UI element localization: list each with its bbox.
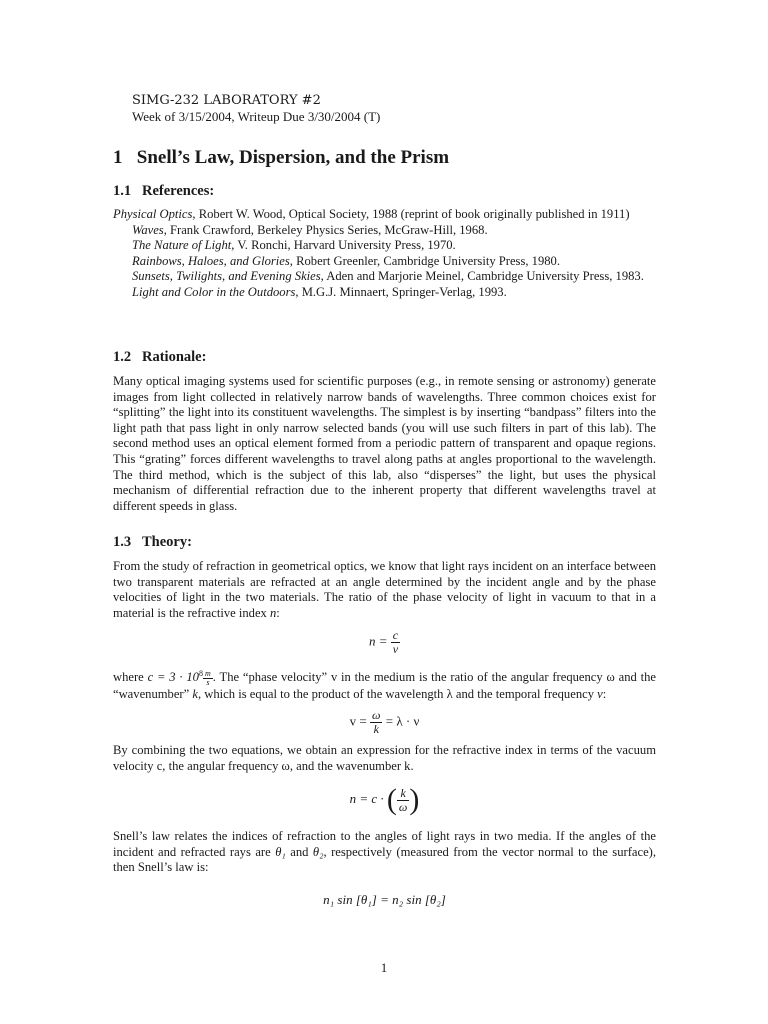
section-1-heading xyxy=(113,147,449,169)
equation-refractive-index: n = $\frac{c}{v}$ xyxy=(368,628,399,656)
section-title: Snell’s Law, Dispersion, and the Prism xyxy=(136,147,450,168)
reference-item: Sunsets, Twilights, and Evening Skies, Aden and Marjorie Meinel, Cambridge University Press, 1983. xyxy=(132,269,644,284)
section-number: 1 xyxy=(113,147,123,168)
subsection-theory-heading: 1.3 Theory: xyxy=(113,534,192,550)
theory-paragraph-3: By combining the two equations, we obtain an expression for the refractive index in terms of the vacuum velocity c, the angular frequency ω, and the wavenumber k. xyxy=(113,743,656,773)
fraction: $\frac{k}{\omega}$ xyxy=(398,785,408,814)
equation-index-combined: n = c · ( $\frac{k}{\omega}$ ) xyxy=(349,783,420,816)
reference-item: The Nature of Light, V. Ronchi, Harvard University Press, 1970. xyxy=(132,238,456,253)
fraction: $\frac{c}{v}$ xyxy=(392,628,399,656)
reference-item: Light and Color in the Outdoors, M.G.J. Minnaert, Springer-Verlag, 1993. xyxy=(132,284,507,299)
rationale-paragraph: Many optical imaging systems used for scientific purposes (e.g., in remote sensing or astronomy) generate images from light collected in relatively narrow bands of wavelengths. Three common choices exist for “splitting” the light into its constituent wavelengths. The simplest is by inserting “bandpass” filters into the light path that pass light in only narrow selected bands (you will use such filters in part of this lab). The second method uses an optical element formed from a periodic pattern of transparent and opaque regions. This “grating” forces different wavelengths to travel along paths at angles proportional to the wavelength. The third method, which is the subject of this lab, also “disperses” the light, but uses the physical mechanism of differential refraction due to the inherent property that different wavelengths travel at different speeds in glass. xyxy=(113,374,656,513)
equation-phase-velocity: v = $\frac{\omega}{k}$ = λ · ν xyxy=(349,708,420,736)
lab-week: Week of 3/15/2004, Writeup Due 3/30/2004 (T) xyxy=(132,109,381,124)
reference-list xyxy=(113,207,656,301)
fraction: $\frac{\omega}{k}$ xyxy=(372,708,381,736)
page-number: 1 xyxy=(380,960,388,975)
lab-header xyxy=(132,93,380,125)
equation-snells-law: n₁ sin [θ₁] = n₂ sin [θ₂] xyxy=(323,892,446,907)
theory-paragraph-2: where $c = 3 \cdot 10^8$ $\frac{m}{s}$ . The “phase velocity” v in the medium is the ratio of the angular frequency ω and the “wavenumber” k, which is equal to the product of the wavelength λ and the temporal frequency ν: xyxy=(113,668,656,701)
reference-item: Waves, Frank Crawford, Berkeley Physics Series, McGraw-Hill, 1968. xyxy=(132,222,488,237)
theory-paragraph-4: Snell’s law relates the indices of refraction to the angles of light rays in two media. If the angles of the incident and refracted rays are θ₁ and θ₂, respectively (measured from the vector normal to the surface), then Snell’s law is: xyxy=(113,829,656,875)
theory-paragraph-1: From the study of refraction in geometrical optics, we know that light rays incident on an interface between two transparent materials are refracted at an angle determined by the incident angle and by the phase velocities of light in the two materials. The ratio of the phase velocity of light in vacuum to that in a material is the refractive index n: xyxy=(113,559,656,620)
subsection-references-heading: 1.1 References: xyxy=(113,183,215,199)
reference-item: Rainbows, Haloes, and Glories, Robert Greenler, Cambridge University Press, 1980. xyxy=(132,253,560,268)
subsection-rationale-heading: 1.2 Rationale: xyxy=(113,349,207,365)
reference-item: Physical Optics, Robert W. Wood, Optical Society, 1988 (reprint of book originally published in 1911) xyxy=(113,207,630,221)
lab-title: SIMG-232 LABORATORY #2 xyxy=(132,93,321,108)
